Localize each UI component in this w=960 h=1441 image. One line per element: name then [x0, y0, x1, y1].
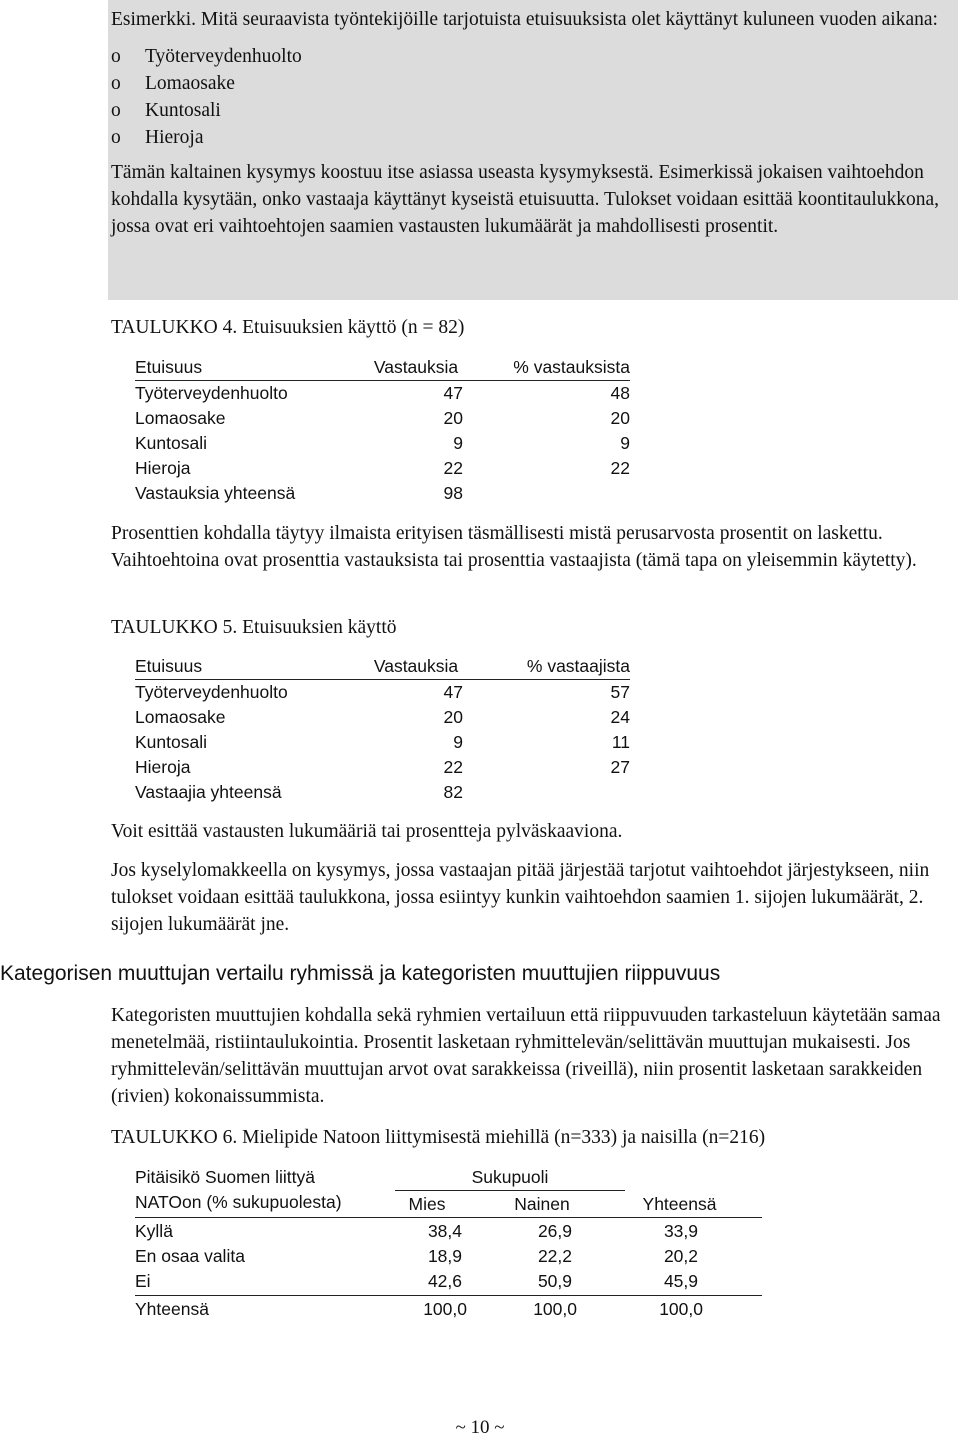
cell: 98: [443, 483, 463, 503]
cell: 47: [443, 682, 463, 702]
column-header: Yhteensä: [642, 1194, 717, 1214]
example-intro: Esimerkki. Mitä seuraavista työntekijöille tarjotuista etuisuuksista olet käyttänyt kuluneen vuoden aikana:: [111, 9, 938, 30]
row-label: Lomaosake: [135, 408, 226, 428]
list-item: [111, 124, 954, 151]
cell: 20: [443, 707, 463, 727]
cell: 48: [610, 383, 630, 403]
option-label: Hieroja: [145, 127, 204, 148]
list-item: [111, 70, 954, 97]
row-label: Yhteensä: [135, 1299, 209, 1319]
group-header: Sukupuoli: [471, 1167, 549, 1187]
cell: 42,6: [427, 1271, 462, 1291]
cell: 100,0: [533, 1299, 577, 1319]
group-header-rule: [395, 1190, 625, 1191]
list-item: [111, 97, 954, 124]
table5-caption: TAULUKKO 5. Etuisuuksien käyttö: [111, 617, 397, 638]
row-label: Vastaajia yhteensä: [135, 782, 282, 802]
cell: 50,9: [537, 1271, 572, 1291]
cell: 45,9: [663, 1271, 698, 1291]
column-header: Vastauksia: [350, 354, 482, 381]
option-label: Kuntosali: [145, 100, 221, 121]
table-header-row: [135, 653, 630, 680]
table6-caption: TAULUKKO 6. Mielipide Natoon liittymisestä miehillä (n=333) ja naisilla (n=216): [111, 1127, 766, 1148]
cell: 9: [453, 732, 463, 752]
table-row: [135, 730, 630, 755]
cell: 38,4: [427, 1221, 462, 1241]
table6-body: [135, 1219, 762, 1294]
row-label: Kuntosali: [135, 732, 207, 752]
paragraph-bar-chart: Voit esittää vastausten lukumääriä tai prosentteja pylväskaaviona.: [111, 821, 623, 842]
cell: 82: [443, 782, 463, 802]
cell: 27: [610, 757, 630, 777]
header-rule: [135, 1217, 762, 1218]
cell: 22: [443, 458, 463, 478]
cell: 20: [610, 408, 630, 428]
bullet: o: [111, 73, 121, 94]
option-label: Työterveydenhuolto: [145, 46, 302, 67]
cell: 26,9: [537, 1221, 572, 1241]
option-label: Lomaosake: [145, 73, 235, 94]
column-header: % vastauksista: [482, 354, 630, 381]
cell: 22: [443, 757, 463, 777]
list-item: [111, 43, 954, 70]
table-header-row: [135, 354, 630, 381]
example-box: [108, 0, 958, 300]
cell: 57: [610, 682, 630, 702]
cell: 20: [443, 408, 463, 428]
table6-stub-header: [135, 1165, 342, 1215]
example-explanation: Tämän kaltainen kysymys koostuu itse asiassa useasta kysymyksestä. Esimerkissä jokaisen vaihtoehdon kohdalla kysytään, onko vastaaja käyttänyt kyseistä etuisuutta. Tulokset voidaan esittää koontitaulukkona, jossa ovat eri vaihtoehtojen saamien vastausten lukumäärät ja mahdollisesti prosentit.: [111, 162, 940, 237]
paragraph-ranking: Jos kyselylomakkeella on kysymys, jossa vastaajan pitää järjestää tarjotut vaihtoehdot järjestykseen, niin tulokset voidaan esittää taulukkona, jossa esiintyy kunkin vaihtoehdon saamien 1. sijojen lukumäärät, 2. sijojen lukumäärät jne.: [111, 860, 930, 935]
row-label: Hieroja: [135, 757, 191, 777]
cell: 22,2: [537, 1246, 572, 1266]
table-row: [135, 680, 630, 706]
paragraph-percentages: Prosenttien kohdalla täytyy ilmaista erityisen täsmällisesti mistä perusarvosta prosentit on laskettu. Vaihtoehtoina ovat prosenttia vastauksista tai prosenttia vastaajista (tämä tapa on yleisemmin käytetty).: [111, 523, 917, 571]
table-row: [135, 381, 630, 407]
cell: 100,0: [423, 1299, 467, 1319]
table-row: [135, 755, 630, 780]
column-header: % vastaajista: [482, 653, 630, 680]
row-label: En osaa valita: [135, 1246, 245, 1266]
row-label: Työterveydenhuolto: [135, 383, 288, 403]
row-label: Työterveydenhuolto: [135, 682, 288, 702]
table-total-row: [135, 1297, 762, 1322]
table-row: [135, 1244, 762, 1269]
row-label: Vastauksia yhteensä: [135, 483, 296, 503]
bullet: o: [111, 100, 121, 121]
column-header: Etuisuus: [135, 354, 350, 381]
column-header: Etuisuus: [135, 653, 350, 680]
cell: 100,0: [659, 1299, 703, 1319]
column-header: Mies: [408, 1194, 446, 1214]
paragraph-crosstab: Kategoristen muuttujien kohdalla sekä ryhmien vertailuun että riippuvuuden tarkasteluun käytetään samaa menetelmää, ristiintaulukointia. Prosentit lasketaan ryhmittelevän/selittävän muuttujan mukaisesti. Jos ryhmittelevän/selittävän muuttujan arvot ovat sarakkeissa (riveillä), niin prosentit lasketaan sarakkeiden (rivien) kokonaissummista.: [111, 1005, 941, 1107]
cell: 20,2: [663, 1246, 698, 1266]
table-row: [135, 406, 630, 431]
cell: 18,9: [427, 1246, 462, 1266]
table-row: [135, 1219, 762, 1244]
table6: [135, 1165, 762, 1325]
cell: 24: [610, 707, 630, 727]
table-total-row: [135, 780, 630, 805]
cell: 9: [620, 433, 630, 453]
table-row: [135, 456, 630, 481]
page-number: ~ 10 ~: [455, 1417, 505, 1438]
row-label: Kyllä: [135, 1221, 173, 1241]
bullet: o: [111, 127, 121, 148]
section-heading: Kategorisen muuttujan vertailu ryhmissä ja kategoristen muuttujien riippuvuus: [0, 962, 721, 985]
stub-line: Pitäisikö Suomen liittyä: [135, 1167, 315, 1187]
option-list: [111, 43, 954, 151]
table5: [135, 653, 630, 805]
table-row: [135, 705, 630, 730]
total-rule: [135, 1295, 762, 1296]
bullet: o: [111, 46, 121, 67]
cell: 11: [611, 732, 630, 752]
table4-caption: TAULUKKO 4. Etuisuuksien käyttö (n = 82): [111, 317, 465, 338]
cell: 9: [453, 433, 463, 453]
table-total-row: [135, 481, 630, 506]
column-header: Vastauksia: [350, 653, 482, 680]
row-label: Kuntosali: [135, 433, 207, 453]
table4: [135, 354, 630, 506]
table-row: [135, 431, 630, 456]
cell: 47: [443, 383, 463, 403]
row-label: Lomaosake: [135, 707, 226, 727]
row-label: Hieroja: [135, 458, 191, 478]
column-header: Nainen: [514, 1194, 570, 1214]
cell: 33,9: [663, 1221, 698, 1241]
row-label: Ei: [135, 1271, 151, 1291]
cell: 22: [610, 458, 630, 478]
stub-line: NATOon (% sukupuolesta): [135, 1192, 342, 1212]
table-row: [135, 1269, 762, 1294]
